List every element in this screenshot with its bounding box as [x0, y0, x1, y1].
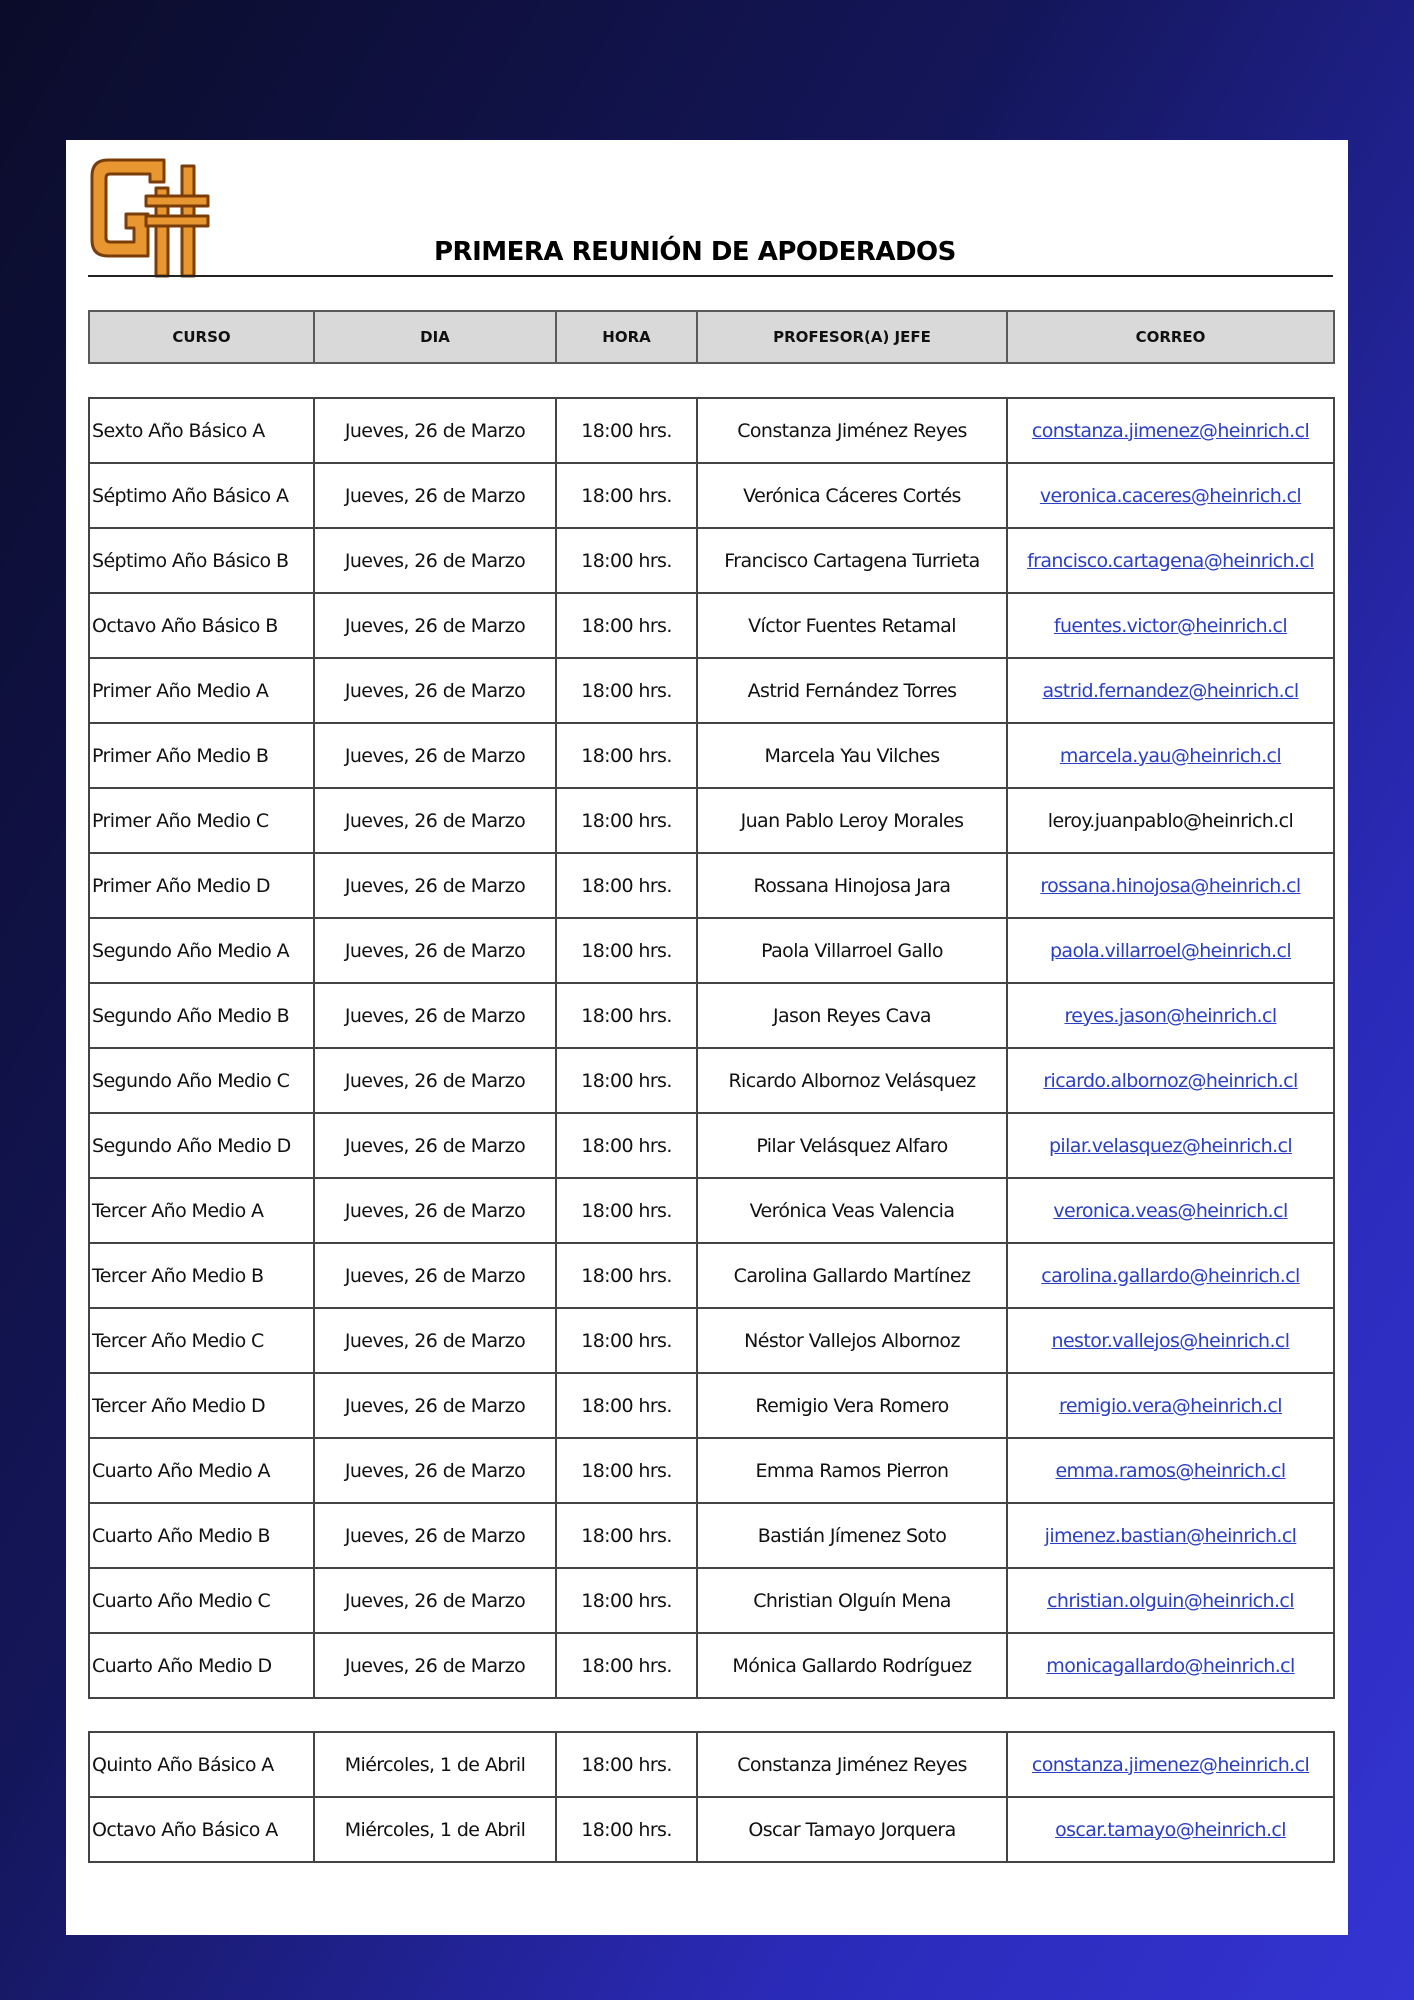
meeting-table-march	[88, 397, 1335, 1699]
table-row	[89, 723, 1334, 788]
column-header-dia: DIA	[314, 311, 556, 363]
table-row	[89, 1633, 1334, 1698]
dia-cell: Jueves, 26 de Marzo	[314, 463, 556, 528]
dia-cell: Jueves, 26 de Marzo	[314, 1308, 556, 1373]
hora-cell: 18:00 hrs.	[556, 658, 697, 723]
curso-cell: Segundo Año Medio D	[89, 1113, 314, 1178]
hora-cell: 18:00 hrs.	[556, 593, 697, 658]
table-row	[89, 463, 1334, 528]
hora-cell: 18:00 hrs.	[556, 983, 697, 1048]
correo-link[interactable]: monicagallardo@heinrich.cl	[1007, 1633, 1334, 1698]
profesor-cell: Oscar Tamayo Jorquera	[697, 1797, 1007, 1862]
hora-cell: 18:00 hrs.	[556, 1243, 697, 1308]
correo-link[interactable]: constanza.jimenez@heinrich.cl	[1007, 398, 1334, 463]
profesor-cell: Marcela Yau Vilches	[697, 723, 1007, 788]
hora-cell: 18:00 hrs.	[556, 918, 697, 983]
profesor-cell: Bastián Jímenez Soto	[697, 1503, 1007, 1568]
correo-link[interactable]: nestor.vallejos@heinrich.cl	[1007, 1308, 1334, 1373]
hora-cell: 18:00 hrs.	[556, 1373, 697, 1438]
curso-cell: Primer Año Medio B	[89, 723, 314, 788]
correo-link[interactable]: jimenez.bastian@heinrich.cl	[1007, 1503, 1334, 1568]
column-header-profesor: PROFESOR(A) JEFE	[697, 311, 1007, 363]
curso-cell: Primer Año Medio D	[89, 853, 314, 918]
dia-cell: Jueves, 26 de Marzo	[314, 918, 556, 983]
dia-cell: Jueves, 26 de Marzo	[314, 1568, 556, 1633]
profesor-cell: Néstor Vallejos Albornoz	[697, 1308, 1007, 1373]
table-row	[89, 788, 1334, 853]
correo-link[interactable]: remigio.vera@heinrich.cl	[1007, 1373, 1334, 1438]
title-divider	[88, 275, 1333, 277]
table-header	[88, 310, 1335, 364]
curso-cell: Octavo Año Básico A	[89, 1797, 314, 1862]
table-row	[89, 1732, 1334, 1797]
hora-cell: 18:00 hrs.	[556, 723, 697, 788]
table-row	[89, 1503, 1334, 1568]
curso-cell: Primer Año Medio A	[89, 658, 314, 723]
profesor-cell: Francisco Cartagena Turrieta	[697, 528, 1007, 593]
dia-cell: Jueves, 26 de Marzo	[314, 1178, 556, 1243]
curso-cell: Séptimo Año Básico B	[89, 528, 314, 593]
hora-cell: 18:00 hrs.	[556, 1308, 697, 1373]
correo-link[interactable]: rossana.hinojosa@heinrich.cl	[1007, 853, 1334, 918]
profesor-cell: Carolina Gallardo Martínez	[697, 1243, 1007, 1308]
hora-cell: 18:00 hrs.	[556, 1568, 697, 1633]
dia-cell: Miércoles, 1 de Abril	[314, 1732, 556, 1797]
correo-link[interactable]: paola.villarroel@heinrich.cl	[1007, 918, 1334, 983]
hora-cell: 18:00 hrs.	[556, 1633, 697, 1698]
correo-link[interactable]: christian.olguin@heinrich.cl	[1007, 1568, 1334, 1633]
profesor-cell: Juan Pablo Leroy Morales	[697, 788, 1007, 853]
profesor-cell: Remigio Vera Romero	[697, 1373, 1007, 1438]
profesor-cell: Paola Villarroel Gallo	[697, 918, 1007, 983]
profesor-cell: Verónica Cáceres Cortés	[697, 463, 1007, 528]
column-header-hora: HORA	[556, 311, 697, 363]
curso-cell: Segundo Año Medio A	[89, 918, 314, 983]
hora-cell: 18:00 hrs.	[556, 788, 697, 853]
correo-link[interactable]: reyes.jason@heinrich.cl	[1007, 983, 1334, 1048]
dia-cell: Jueves, 26 de Marzo	[314, 593, 556, 658]
hora-cell: 18:00 hrs.	[556, 1732, 697, 1797]
correo-link[interactable]: emma.ramos@heinrich.cl	[1007, 1438, 1334, 1503]
hora-cell: 18:00 hrs.	[556, 463, 697, 528]
correo-link[interactable]: veronica.veas@heinrich.cl	[1007, 1178, 1334, 1243]
curso-cell: Quinto Año Básico A	[89, 1732, 314, 1797]
profesor-cell: Verónica Veas Valencia	[697, 1178, 1007, 1243]
curso-cell: Tercer Año Medio A	[89, 1178, 314, 1243]
curso-cell: Segundo Año Medio C	[89, 1048, 314, 1113]
table-row	[89, 1113, 1334, 1178]
hora-cell: 18:00 hrs.	[556, 853, 697, 918]
table-row	[89, 1243, 1334, 1308]
table-row	[89, 593, 1334, 658]
table-row	[89, 1568, 1334, 1633]
correo-link[interactable]: fuentes.victor@heinrich.cl	[1007, 593, 1334, 658]
hora-cell: 18:00 hrs.	[556, 398, 697, 463]
profesor-cell: Christian Olguín Mena	[697, 1568, 1007, 1633]
profesor-cell: Ricardo Albornoz Velásquez	[697, 1048, 1007, 1113]
correo-link[interactable]: astrid.fernandez@heinrich.cl	[1007, 658, 1334, 723]
dia-cell: Jueves, 26 de Marzo	[314, 398, 556, 463]
profesor-cell: Constanza Jiménez Reyes	[697, 1732, 1007, 1797]
dia-cell: Jueves, 26 de Marzo	[314, 1048, 556, 1113]
dia-cell: Jueves, 26 de Marzo	[314, 983, 556, 1048]
correo-link[interactable]: oscar.tamayo@heinrich.cl	[1007, 1797, 1334, 1862]
correo-link[interactable]: ricardo.albornoz@heinrich.cl	[1007, 1048, 1334, 1113]
dia-cell: Jueves, 26 de Marzo	[314, 1633, 556, 1698]
table-row	[89, 983, 1334, 1048]
document-page	[66, 140, 1348, 1935]
correo-link[interactable]: constanza.jimenez@heinrich.cl	[1007, 1732, 1334, 1797]
profesor-cell: Pilar Velásquez Alfaro	[697, 1113, 1007, 1178]
header-row	[89, 311, 1334, 363]
dia-cell: Jueves, 26 de Marzo	[314, 1373, 556, 1438]
dia-cell: Jueves, 26 de Marzo	[314, 853, 556, 918]
table-row	[89, 398, 1334, 463]
curso-cell: Tercer Año Medio C	[89, 1308, 314, 1373]
profesor-cell: Emma Ramos Pierron	[697, 1438, 1007, 1503]
table-row	[89, 1308, 1334, 1373]
curso-cell: Cuarto Año Medio B	[89, 1503, 314, 1568]
correo-link[interactable]: leroy.juanpablo@heinrich.cl	[1007, 788, 1334, 853]
profesor-cell: Jason Reyes Cava	[697, 983, 1007, 1048]
curso-cell: Primer Año Medio C	[89, 788, 314, 853]
hora-cell: 18:00 hrs.	[556, 528, 697, 593]
correo-link[interactable]: marcela.yau@heinrich.cl	[1007, 723, 1334, 788]
hora-cell: 18:00 hrs.	[556, 1797, 697, 1862]
correo-link[interactable]: veronica.caceres@heinrich.cl	[1007, 463, 1334, 528]
correo-link[interactable]: carolina.gallardo@heinrich.cl	[1007, 1243, 1334, 1308]
hora-cell: 18:00 hrs.	[556, 1178, 697, 1243]
dia-cell: Jueves, 26 de Marzo	[314, 528, 556, 593]
curso-cell: Tercer Año Medio B	[89, 1243, 314, 1308]
table-row	[89, 528, 1334, 593]
correo-link[interactable]: pilar.velasquez@heinrich.cl	[1007, 1113, 1334, 1178]
table-row	[89, 1797, 1334, 1862]
curso-cell: Sexto Año Básico A	[89, 398, 314, 463]
dia-cell: Jueves, 26 de Marzo	[314, 723, 556, 788]
curso-cell: Cuarto Año Medio D	[89, 1633, 314, 1698]
table-row	[89, 1178, 1334, 1243]
dia-cell: Jueves, 26 de Marzo	[314, 1438, 556, 1503]
curso-cell: Segundo Año Medio B	[89, 983, 314, 1048]
table-row	[89, 1373, 1334, 1438]
profesor-cell: Rossana Hinojosa Jara	[697, 853, 1007, 918]
profesor-cell: Astrid Fernández Torres	[697, 658, 1007, 723]
table-row	[89, 918, 1334, 983]
correo-link[interactable]: francisco.cartagena@heinrich.cl	[1007, 528, 1334, 593]
hora-cell: 18:00 hrs.	[556, 1048, 697, 1113]
hora-cell: 18:00 hrs.	[556, 1503, 697, 1568]
profesor-cell: Víctor Fuentes Retamal	[697, 593, 1007, 658]
dia-cell: Jueves, 26 de Marzo	[314, 788, 556, 853]
page-title: PRIMERA REUNIÓN DE APODERADOS	[434, 237, 956, 267]
curso-cell: Octavo Año Básico B	[89, 593, 314, 658]
dia-cell: Jueves, 26 de Marzo	[314, 1243, 556, 1308]
meeting-table-april	[88, 1731, 1335, 1863]
curso-cell: Cuarto Año Medio A	[89, 1438, 314, 1503]
table-row	[89, 658, 1334, 723]
table-row	[89, 853, 1334, 918]
dia-cell: Miércoles, 1 de Abril	[314, 1797, 556, 1862]
profesor-cell: Constanza Jiménez Reyes	[697, 398, 1007, 463]
hora-cell: 18:00 hrs.	[556, 1438, 697, 1503]
curso-cell: Séptimo Año Básico A	[89, 463, 314, 528]
table-row	[89, 1438, 1334, 1503]
gh-school-logo-icon	[86, 152, 212, 280]
column-header-curso: CURSO	[89, 311, 314, 363]
dia-cell: Jueves, 26 de Marzo	[314, 1503, 556, 1568]
column-header-correo: CORREO	[1007, 311, 1334, 363]
hora-cell: 18:00 hrs.	[556, 1113, 697, 1178]
curso-cell: Tercer Año Medio D	[89, 1373, 314, 1438]
table-row	[89, 1048, 1334, 1113]
curso-cell: Cuarto Año Medio C	[89, 1568, 314, 1633]
dia-cell: Jueves, 26 de Marzo	[314, 658, 556, 723]
dia-cell: Jueves, 26 de Marzo	[314, 1113, 556, 1178]
profesor-cell: Mónica Gallardo Rodríguez	[697, 1633, 1007, 1698]
